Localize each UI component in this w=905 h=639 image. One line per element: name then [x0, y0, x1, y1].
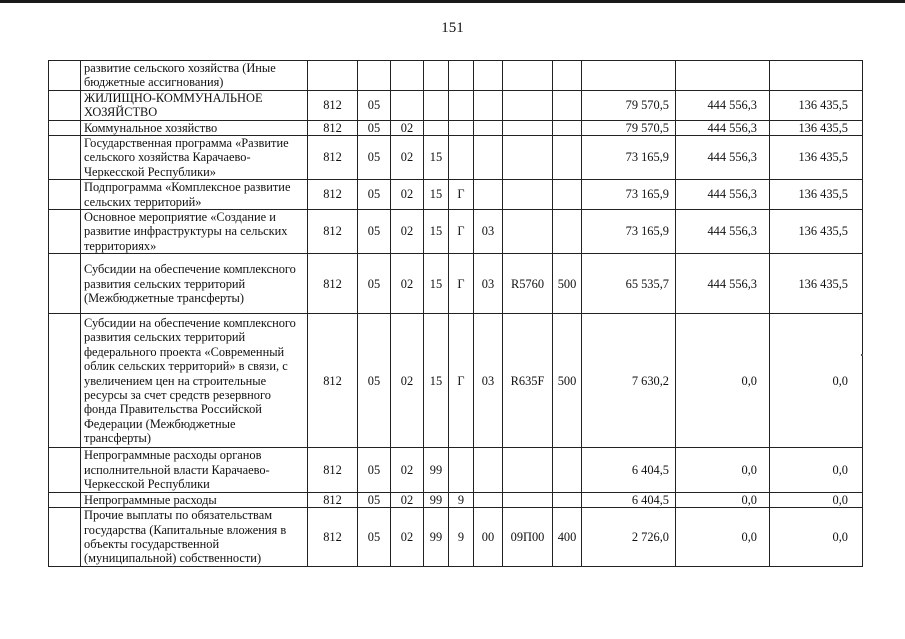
cell-subprogram [449, 136, 474, 180]
cell-subprogram [449, 61, 474, 91]
cell-rz: 05 [358, 90, 391, 120]
cell-subprogram: Г [449, 180, 474, 210]
cell-pr: 02 [391, 210, 424, 254]
cell-sum-3: 136 435,5 [770, 136, 863, 180]
cell-ved: 812 [308, 136, 358, 180]
cell-vr: 500 [553, 314, 582, 448]
cell-event [474, 61, 503, 91]
cell-vr [553, 120, 582, 135]
cell-direction [503, 448, 553, 492]
cell-sum-1: 6 404,5 [582, 448, 676, 492]
cell-program: 15 [424, 314, 449, 448]
cell-subprogram: 9 [449, 492, 474, 507]
cell-vr [553, 61, 582, 91]
cell-index [49, 90, 81, 120]
cell-sum-1 [582, 61, 676, 91]
cell-index [49, 492, 81, 507]
cell-sum-2: 0,0 [676, 492, 770, 507]
cell-sum-3: 136 435,5 [770, 90, 863, 120]
cell-subprogram [449, 448, 474, 492]
cell-sum-2: 444 556,3 [676, 180, 770, 210]
table-row [49, 61, 863, 91]
cell-direction [503, 492, 553, 507]
cell-event [474, 448, 503, 492]
cell-event [474, 136, 503, 180]
cell-index [49, 210, 81, 254]
cell-subprogram: 9 [449, 507, 474, 566]
table-row [49, 180, 863, 210]
cell-name: Непрограммные расходы [81, 492, 308, 507]
budget-table [48, 60, 863, 567]
cell-name: Субсидии на обеспечение комплексного развития сельских территорий (Межбюджетные трансферты) [81, 254, 308, 314]
cell-program [424, 90, 449, 120]
cell-sum-3 [770, 61, 863, 91]
cell-index [49, 61, 81, 91]
cell-sum-1: 65 535,7 [582, 254, 676, 314]
cell-index [49, 180, 81, 210]
cell-event [474, 180, 503, 210]
cell-sum-1: 7 630,2 [582, 314, 676, 448]
cell-ved: 812 [308, 120, 358, 135]
cell-sum-3: 0,0 [770, 507, 863, 566]
cell-sum-1: 73 165,9 [582, 210, 676, 254]
cell-vr: 400 [553, 507, 582, 566]
cell-pr: 02 [391, 314, 424, 448]
cell-vr: 500 [553, 254, 582, 314]
cell-sum-2: 0,0 [676, 448, 770, 492]
cell-sum-3: 0,0 [770, 492, 863, 507]
cell-direction [503, 136, 553, 180]
cell-sum-2: 444 556,3 [676, 254, 770, 314]
cell-ved: 812 [308, 507, 358, 566]
cell-sum-2: 444 556,3 [676, 210, 770, 254]
cell-vr [553, 210, 582, 254]
cell-program: 99 [424, 448, 449, 492]
cell-sum-1: 79 570,5 [582, 90, 676, 120]
cell-program: 15 [424, 210, 449, 254]
cell-event: 00 [474, 507, 503, 566]
cell-name: Основное мероприятие «Создание и развитие инфраструктуры на сельских территориях» [81, 210, 308, 254]
cell-index [49, 120, 81, 135]
cell-sum-1: 79 570,5 [582, 120, 676, 135]
cell-name: Субсидии на обеспечение комплексного развития сельских территорий федерального проекта «Современный облик сельских территорий» в связи, с увеличением цен на строительные ресурсы за счет средств резервного фонда Правительства Российской Федерации (Межбюджетные трансферты) [81, 314, 308, 448]
cell-vr [553, 90, 582, 120]
cell-direction [503, 61, 553, 91]
cell-event: 03 [474, 254, 503, 314]
table-row [49, 210, 863, 254]
cell-pr: 02 [391, 120, 424, 135]
cell-event [474, 120, 503, 135]
cell-sum-3: 136 435,5 [770, 120, 863, 135]
cell-sum-1: 6 404,5 [582, 492, 676, 507]
cell-event: 03 [474, 314, 503, 448]
cell-event [474, 90, 503, 120]
cell-sum-3: 0,0 [770, 448, 863, 492]
cell-ved: 812 [308, 90, 358, 120]
cell-name: Непрограммные расходы органов исполнительной власти Карачаево-Черкесской Республики [81, 448, 308, 492]
cell-subprogram [449, 120, 474, 135]
cell-direction [503, 90, 553, 120]
cell-rz: 05 [358, 507, 391, 566]
cell-pr: 02 [391, 507, 424, 566]
cell-pr: 02 [391, 136, 424, 180]
cell-index [49, 448, 81, 492]
cell-rz: 05 [358, 136, 391, 180]
cell-sum-2: 0,0 [676, 314, 770, 448]
cell-name: развитие сельского хозяйства (Иные бюджетные ассигнования) [81, 61, 308, 91]
cell-index [49, 507, 81, 566]
cell-ved: 812 [308, 492, 358, 507]
cell-vr [553, 136, 582, 180]
cell-index [49, 136, 81, 180]
cell-pr: 02 [391, 180, 424, 210]
cell-pr [391, 90, 424, 120]
cell-ved [308, 61, 358, 91]
cell-sum-1: 73 165,9 [582, 180, 676, 210]
table-row [49, 120, 863, 135]
cell-sum-2: 0,0 [676, 507, 770, 566]
cell-rz: 05 [358, 492, 391, 507]
cell-pr: 02 [391, 254, 424, 314]
cell-program: 99 [424, 507, 449, 566]
cell-direction [503, 120, 553, 135]
cell-sum-3: 136 435,5 [770, 210, 863, 254]
cell-sum-2: 444 556,3 [676, 136, 770, 180]
cell-event: 03 [474, 210, 503, 254]
cell-vr [553, 448, 582, 492]
cell-direction: R5760 [503, 254, 553, 314]
cell-direction [503, 180, 553, 210]
cell-direction: 09П00 [503, 507, 553, 566]
cell-index [49, 254, 81, 314]
cell-program: 15 [424, 136, 449, 180]
table-row [49, 314, 863, 448]
cell-pr: 02 [391, 492, 424, 507]
cell-sum-3: 0,0 [770, 314, 863, 448]
cell-sum-1: 73 165,9 [582, 136, 676, 180]
cell-rz [358, 61, 391, 91]
table-row [49, 254, 863, 314]
cell-rz: 05 [358, 180, 391, 210]
cell-vr [553, 492, 582, 507]
cell-rz: 05 [358, 254, 391, 314]
cell-direction [503, 210, 553, 254]
cell-program [424, 61, 449, 91]
cell-sum-3: 136 435,5 [770, 180, 863, 210]
cell-ved: 812 [308, 210, 358, 254]
cell-program [424, 120, 449, 135]
table-row [49, 492, 863, 507]
cell-rz: 05 [358, 120, 391, 135]
cell-index [49, 314, 81, 448]
cell-ved: 812 [308, 180, 358, 210]
table-row [49, 448, 863, 492]
cell-vr [553, 180, 582, 210]
page-number: 151 [441, 20, 464, 36]
cell-name: Подпрограмма «Комплексное развитие сельских территорий» [81, 180, 308, 210]
table-row [49, 136, 863, 180]
cell-subprogram: Г [449, 210, 474, 254]
cell-ved: 812 [308, 314, 358, 448]
cell-pr [391, 61, 424, 91]
cell-event [474, 492, 503, 507]
cell-direction: R635F [503, 314, 553, 448]
cell-subprogram [449, 90, 474, 120]
cell-name: ЖИЛИЩНО-КОММУНАЛЬНОЕ ХОЗЯЙСТВО [81, 90, 308, 120]
cell-sum-3: 136 435,5 [770, 254, 863, 314]
cell-sum-1: 2 726,0 [582, 507, 676, 566]
cell-subprogram: Г [449, 314, 474, 448]
table-row [49, 507, 863, 566]
cell-program: 15 [424, 180, 449, 210]
cell-rz: 05 [358, 314, 391, 448]
cell-name: Государственная программа «Развитие сельского хозяйства Карачаево-Черкесской Республики» [81, 136, 308, 180]
cell-rz: 05 [358, 210, 391, 254]
scan-speck [861, 354, 863, 356]
cell-pr: 02 [391, 448, 424, 492]
cell-sum-2: 444 556,3 [676, 90, 770, 120]
top-border-line [0, 0, 905, 3]
cell-sum-2 [676, 61, 770, 91]
cell-subprogram: Г [449, 254, 474, 314]
cell-sum-2: 444 556,3 [676, 120, 770, 135]
cell-name: Прочие выплаты по обязательствам государства (Капитальные вложения в объекты государственной (муниципальной) собственности) [81, 507, 308, 566]
cell-ved: 812 [308, 448, 358, 492]
cell-ved: 812 [308, 254, 358, 314]
table-row [49, 90, 863, 120]
cell-program: 15 [424, 254, 449, 314]
cell-program: 99 [424, 492, 449, 507]
cell-rz: 05 [358, 448, 391, 492]
cell-name: Коммунальное хозяйство [81, 120, 308, 135]
